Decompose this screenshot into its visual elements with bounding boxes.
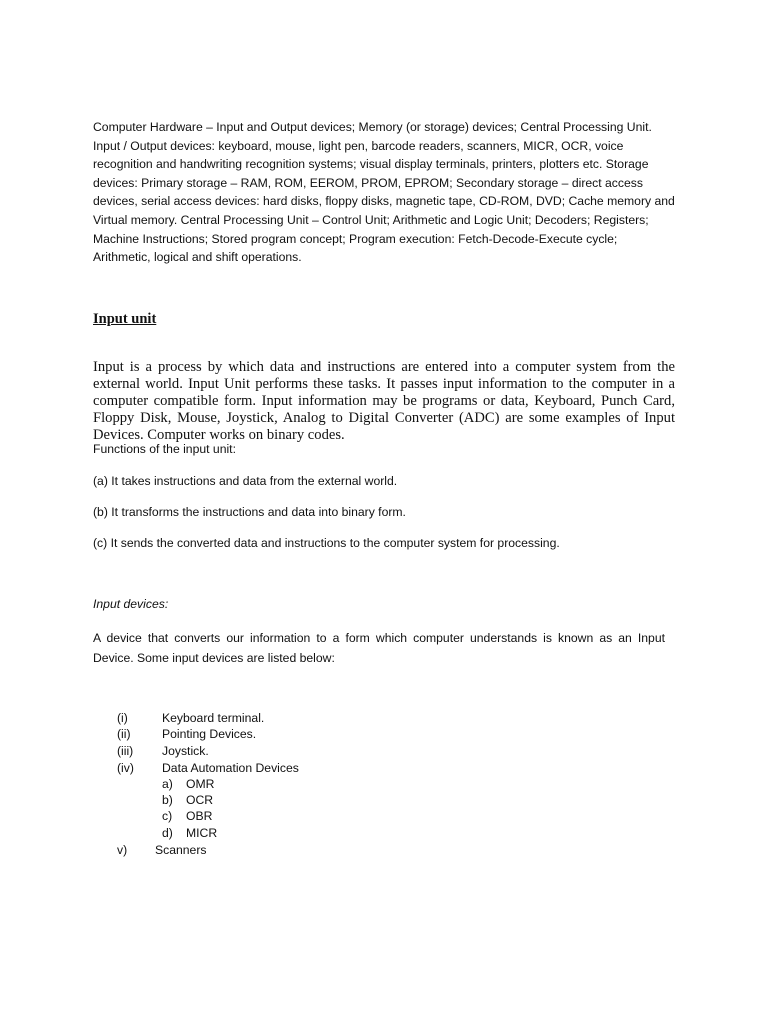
list-item-number: (iii): [117, 744, 134, 758]
list-item-number: (i): [117, 711, 128, 725]
syllabus-paragraph: Computer Hardware – Input and Output devices; Memory (or storage) devices; Central Processing Unit. Input / Output devices: keyboard, mouse, light pen, barcode readers, scanners, MICR, OCR, voice recognition and handwriting recognition systems; visual display terminals, printers, plotters etc. Storage devices: Primary storage – RAM, ROM, EEROM, PROM, EPROM; Secondary storage – direct access devices, serial access devices: hard disks, floppy disks, magnetic tape, CD-ROM, DVD; Cache memory and Virtual memory. Central Processing Unit – Control Unit; Arithmetic and Logic Unit; Decoders; Registers; Machine Instructions; Stored program concept; Program execution: Fetch-Decode-Execute cycle; Arithmetic, logical and shift operations.: [93, 120, 675, 265]
function-item-c: (c) It sends the converted data and instructions to the computer system for processing.: [93, 536, 560, 550]
sublist-item-text: OCR: [186, 793, 214, 807]
list-item-text: Scanners: [155, 843, 207, 857]
function-item-b: (b) It transforms the instructions and data into binary form.: [93, 505, 406, 519]
list-item-text: Pointing Devices.: [162, 727, 257, 741]
list-item-number: (ii): [117, 727, 131, 741]
list-item-text: Joystick.: [162, 744, 209, 758]
sublist-item-text: OMR: [186, 777, 215, 791]
functions-label: Functions of the input unit:: [93, 442, 236, 456]
list-item-number: (iv): [117, 761, 134, 775]
sublist-item-letter: a): [162, 777, 173, 791]
sublist-item-text: MICR: [186, 826, 218, 840]
list-item-number: v): [117, 843, 128, 857]
sublist-item-text: OBR: [186, 809, 213, 823]
list-item-text: Keyboard terminal.: [162, 711, 265, 725]
input-devices-heading: Input devices:: [93, 597, 169, 611]
function-item-a: (a) It takes instructions and data from the external world.: [93, 474, 398, 488]
sublist-item-letter: d): [162, 826, 173, 840]
section-heading-input-unit: Input unit: [93, 311, 157, 327]
sublist-item-letter: b): [162, 793, 173, 807]
input-devices-description: A device that converts our information to a form which computer understands is known as an Input Device. Some input devices are listed below:: [93, 631, 665, 665]
sublist-item-letter: c): [162, 809, 173, 823]
list-item-text: Data Automation Devices: [162, 761, 299, 775]
input-unit-intro-paragraph: Input is a process by which data and instructions are entered into a computer system from the external world. Input Unit performs these tasks. It passes input information to the computer in a computer compatible form. Input information may be programs or data, Keyboard, Punch Card, Floppy Disk, Mouse, Joystick, Analog to Digital Converter (ADC) are some examples of Input Devices. Computer works on binary codes.: [93, 359, 675, 443]
